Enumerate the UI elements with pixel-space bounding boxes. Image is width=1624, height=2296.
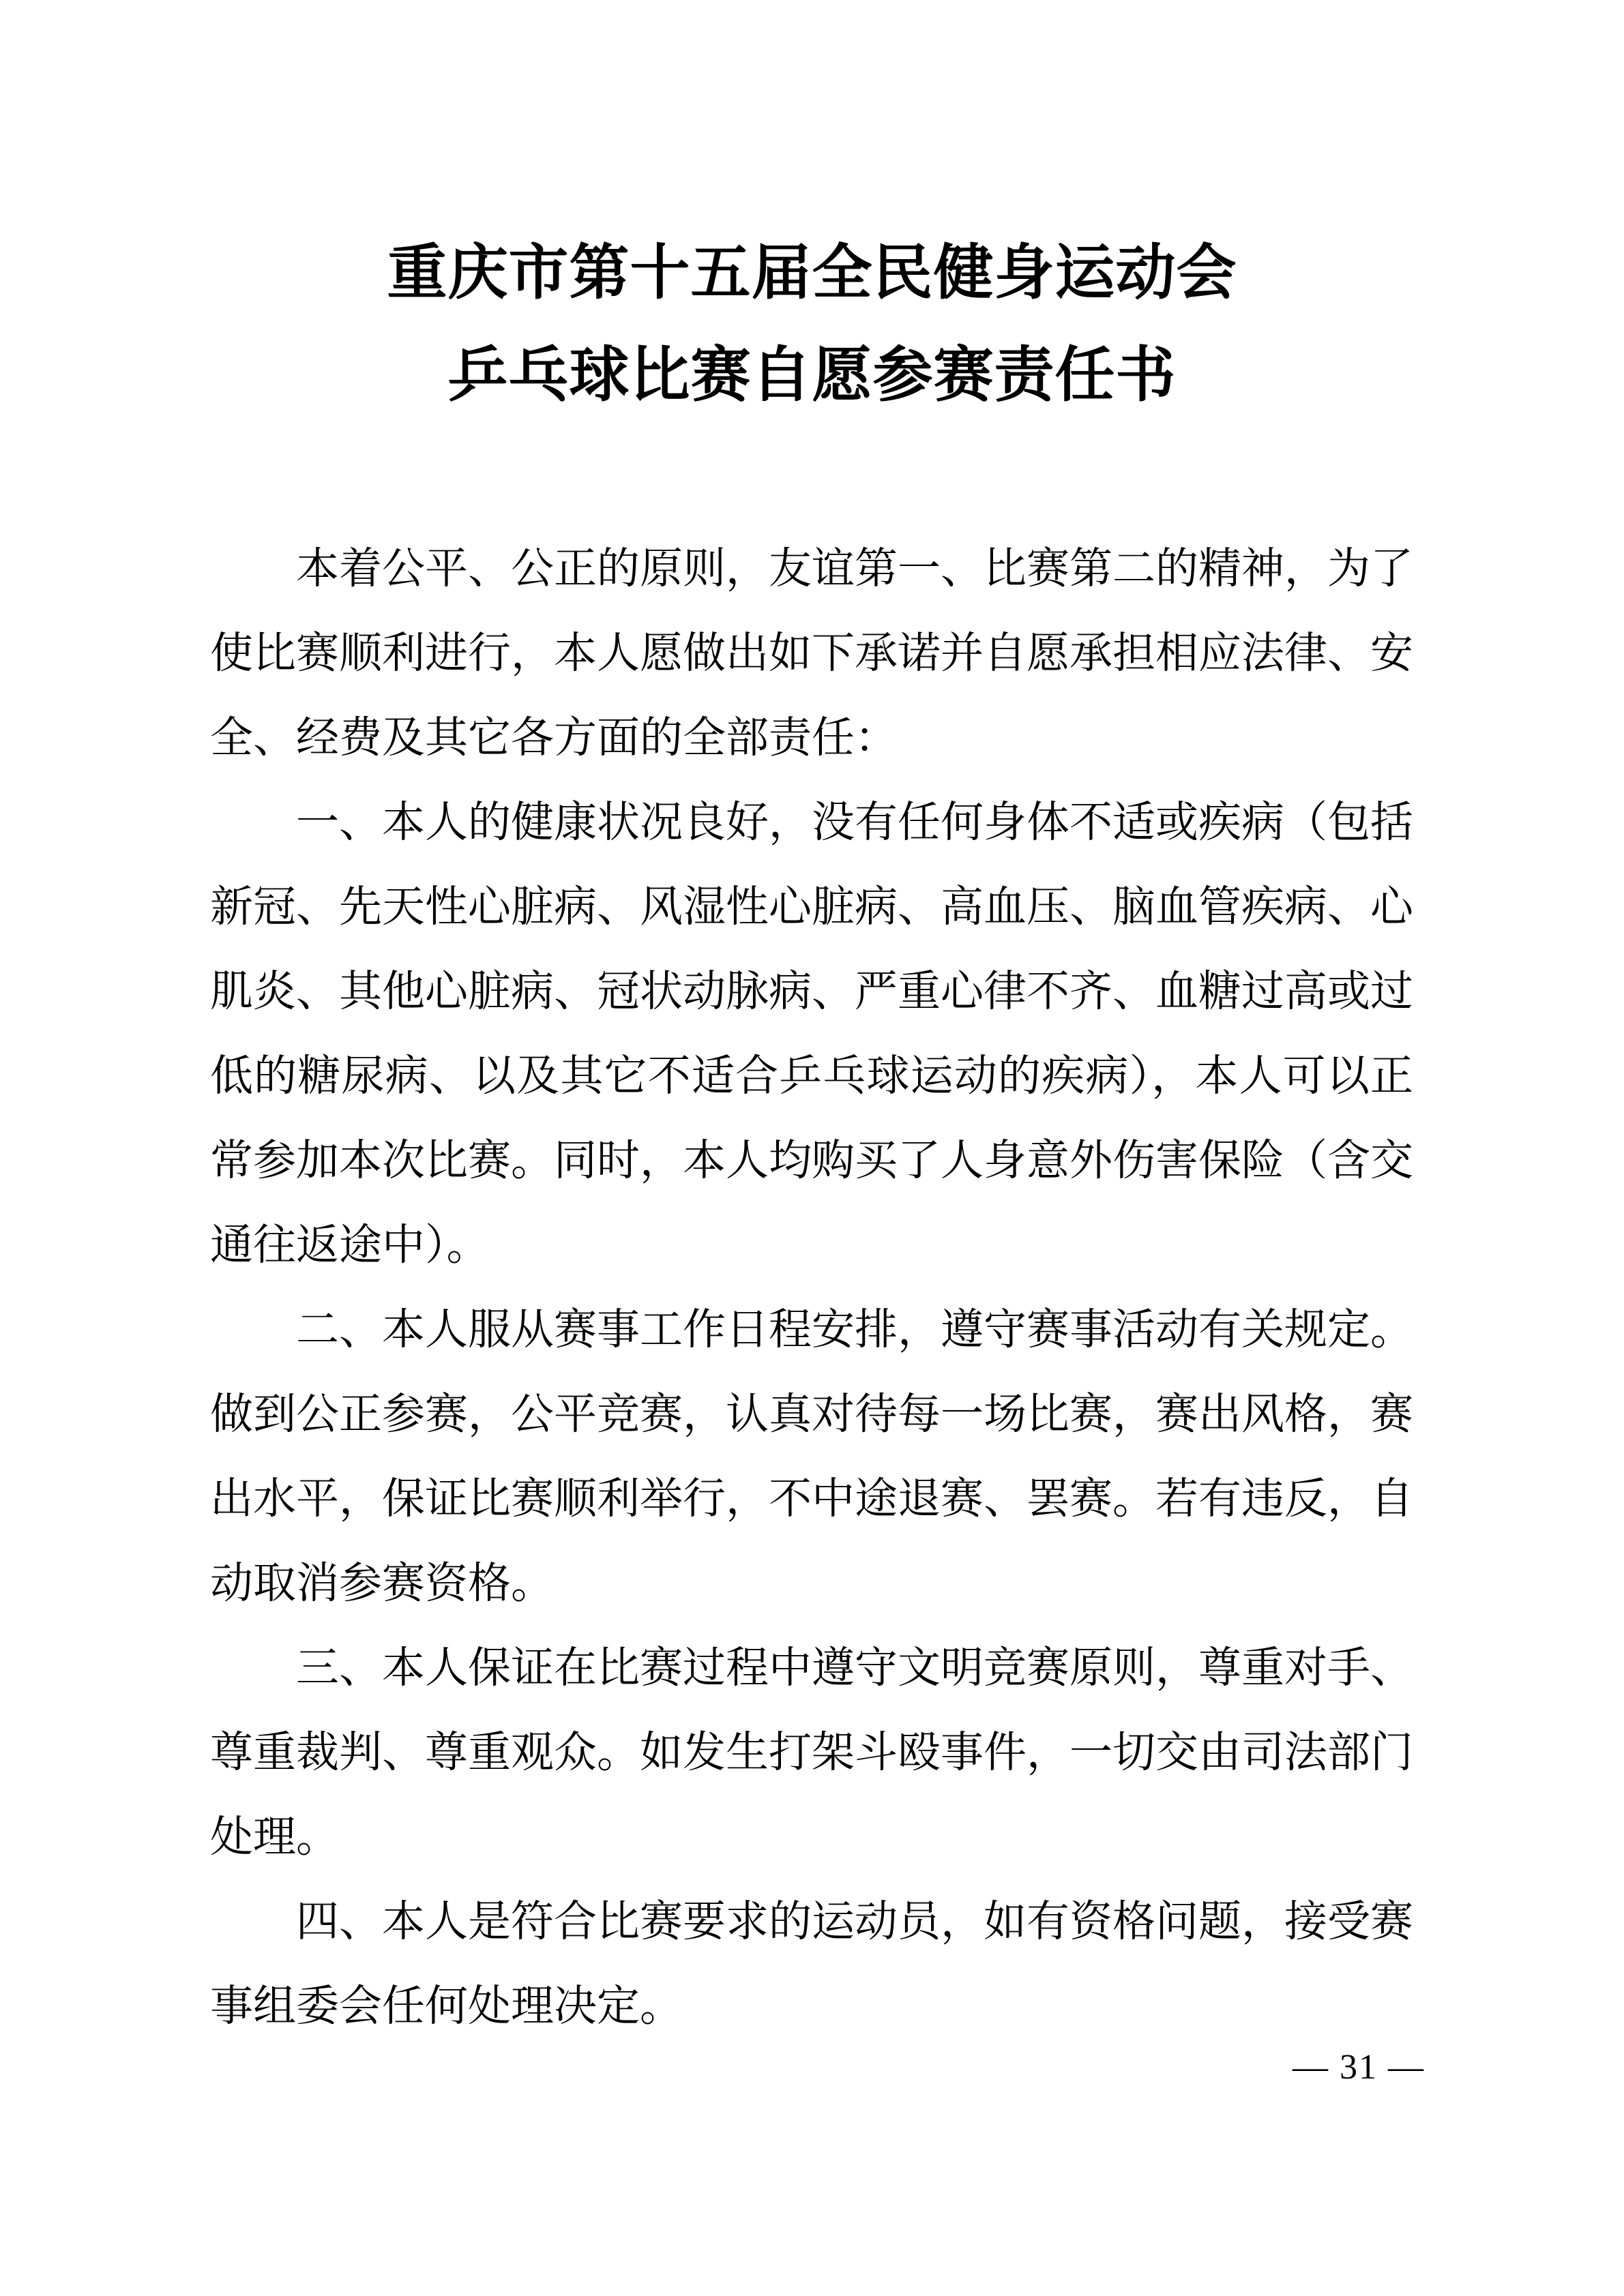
paragraph-preamble: 本着公平、公正的原则，友谊第一、比赛第二的精神，为了使比赛顺利进行，本人愿做出如下承诺并自愿承担相应法律、安全、经费及其它各方面的全部责任： xyxy=(210,545,1413,762)
paragraph-clause-3: 三、本人保证在比赛过程中遵守文明竞赛原则，尊重对手、尊重裁判、尊重观众。如发生打架斗殴事件，一切交由司法部门处理。 xyxy=(210,1644,1413,1861)
page-number: — 31 — xyxy=(1293,2048,1425,2087)
title-line-1: 重庆市第十五届全民健身运动会 xyxy=(387,241,1237,307)
paragraph-clause-1: 一、本人的健康状况良好，没有任何身体不适或疾病（包括新冠、先天性心脏病、风湿性心脏病、高血压、脑血管疾病、心肌炎、其他心脏病、冠状动脉病、严重心律不齐、血糖过高或过低的糖尿病、以及其它不适合乒乓球运动的疾病），本人可以正常参加本次比赛。同时，本人均购买了人身意外伤害保险（含交通往返途中）。 xyxy=(210,799,1413,1269)
paragraph-clause-2: 二、本人服从赛事工作日程安排，遵守赛事活动有关规定。做到公正参赛，公平竞赛，认真对待每一场比赛，赛出风格，赛出水平，保证比赛顺利举行，不中途退赛、罢赛。若有违反，自动取消参赛资格。 xyxy=(210,1306,1413,1607)
document-body xyxy=(210,526,1413,2048)
title-line-2: 乒乓球比赛自愿参赛责任书 xyxy=(447,343,1177,409)
paragraph-clause-4: 四、本人是符合比赛要求的运动员，如有资格问题，接受赛事组委会任何处理决定。 xyxy=(210,1898,1413,2030)
document-title xyxy=(0,223,1624,428)
